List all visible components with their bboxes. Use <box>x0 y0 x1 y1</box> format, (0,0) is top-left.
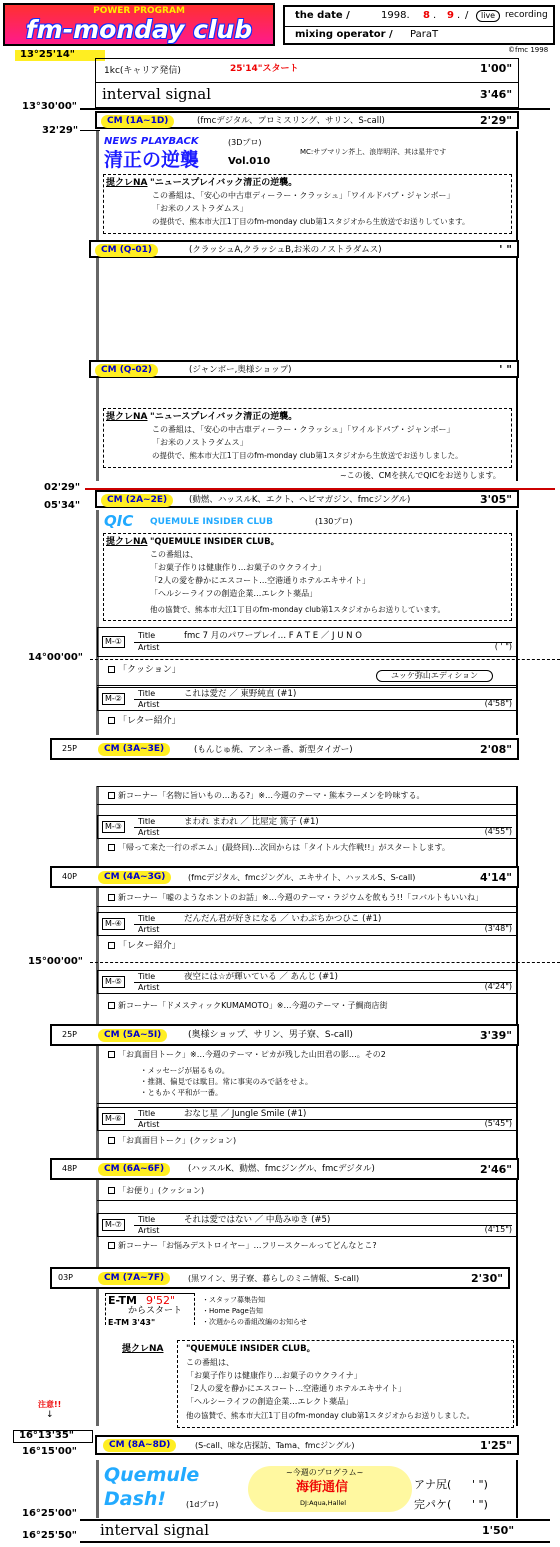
music-title: だんだん君が好きになる ／ いわぶちかつひこ (#1) <box>184 914 382 924</box>
sponsor-line: 「お米のノストラダムス」 <box>152 204 248 213</box>
cm-p: 48P <box>62 1164 78 1173</box>
dash-logo: Quemule <box>104 1464 200 1486</box>
artist-label: Artist <box>138 828 160 837</box>
time-marker: 16°25'50" <box>22 1530 78 1541</box>
yukka-badge: ユッケ弥山エディション <box>376 670 493 682</box>
attention-note: 注意!! <box>38 1400 62 1409</box>
title-label: Title <box>138 631 156 640</box>
music-duration: (4'55") <box>484 827 512 836</box>
interval-signal: interval signal <box>102 85 212 103</box>
etm-note: ・スタッフ募集告知 <box>202 1296 265 1304</box>
etm-length: E-TM 3'43" <box>108 1318 156 1327</box>
cm-block-4 <box>50 866 519 888</box>
sponsor-line: 「お菓子作りは健康作り…お菓子のウクライナ」 <box>150 563 326 572</box>
music-row <box>97 1107 517 1131</box>
majime-bullet: ・ともかく平和が一番。 <box>140 1088 223 1097</box>
date-month: 8 <box>423 10 430 21</box>
header-info-box <box>283 5 555 45</box>
music-mark: M-④ <box>102 918 125 930</box>
etm-note: ・次週からの番組改編のお知らせ <box>202 1318 307 1326</box>
kc-label: 1kc(キャリア発信) <box>104 66 181 76</box>
sponsor-line: 「お菓子作りは健康作り…お菓子のウクライナ」 <box>186 1371 362 1380</box>
etm-note: ・Home Page告知 <box>202 1307 263 1315</box>
music-duration: (3'48") <box>484 924 512 933</box>
cm-label: CM (7A~7F) <box>98 1272 170 1285</box>
majime-bullet: ・メッセージが届るもの。 <box>140 1066 230 1075</box>
cm-duration: 1'25" <box>479 1439 512 1452</box>
cm-duration: 2'46" <box>479 1163 512 1176</box>
dash-dj: DJ:Aqua,Hallel <box>300 1499 347 1507</box>
sponsor-line: の提供で、熊本市大江1丁目のfm-monday club第1スタジオから生放送でお送りしています。 <box>152 217 470 226</box>
cm-block-7 <box>50 1267 510 1289</box>
date-year: 1998. <box>381 10 410 21</box>
cm-duration: 2'30" <box>470 1272 503 1285</box>
cm-duration: 2'08" <box>479 743 512 756</box>
cm-block-6 <box>50 1158 519 1180</box>
cm-block-3 <box>50 738 519 760</box>
uso-item: 新コーナー「嘘のようなホントのお話」※…今週のテーマ・ラジウムを飲もう!!「コバルトもいいね」 <box>108 893 483 903</box>
ana-value: ' ") <box>472 1478 488 1491</box>
cm-label: CM (Q-02) <box>95 364 158 377</box>
sponsor-line: 他の協賛で、熊本市大江1丁目のfm-monday club第1スタジオからお送りしました。 <box>186 1411 475 1420</box>
cm-contents: (クラッシュA,クラッシュB,お米のノストラダムス) <box>189 245 382 255</box>
time-marker: 15°00'00" <box>28 956 84 967</box>
cm-label: CM (1A~1D) <box>101 115 174 128</box>
sponsor-line: この番組は、 <box>186 1358 234 1367</box>
cm-block-q02 <box>89 360 519 378</box>
music-mark: M-③ <box>102 821 125 833</box>
sponsor-tag: 提クレNA <box>106 537 148 547</box>
kan-value: ' ") <box>472 1498 488 1511</box>
cm-label: CM (6A~6F) <box>98 1163 170 1176</box>
operator-name: ParaT <box>410 29 439 40</box>
cm-block-8 <box>95 1435 519 1455</box>
cm-label: CM (4A~3G) <box>98 871 171 884</box>
music-title: 夜空には☆が輝いている ／ あんじ (#1) <box>184 972 338 982</box>
sponsor-line: 他の協賛で、熊本市大江1丁目のfm-monday club第1スタジオからお送りしています。 <box>150 605 445 614</box>
interval-duration: 3'46" <box>480 88 513 101</box>
okuri-item: 「お便り」(クッション) <box>108 1186 204 1196</box>
cushion-item: 「クッション」 <box>108 665 181 676</box>
cm-contents: (ハッスルK、動燃、fmcジングル、fmcデジタル) <box>188 1164 375 1174</box>
cm-duration: 2'29" <box>479 114 512 127</box>
music-mark: M-⑤ <box>102 976 125 988</box>
mixing-operator-label: mixing operator / <box>295 29 393 40</box>
news-mc: MC:サブマリン芥上、浪岸明洋、其は星井です <box>300 148 447 156</box>
music-duration: (4'15") <box>484 1225 512 1234</box>
artist-label: Artist <box>138 700 160 709</box>
cm-contents: (ジャンボー,奥様ショップ) <box>189 365 292 375</box>
date-slash: / <box>465 10 469 21</box>
music-row <box>97 627 517 657</box>
date-sep: . <box>433 10 437 21</box>
music-duration: (4'58") <box>484 699 512 708</box>
news-vol: Vol.010 <box>228 156 271 167</box>
music-row <box>97 912 517 936</box>
cm-p: 03P <box>58 1273 74 1282</box>
artist-label: Artist <box>138 1226 160 1235</box>
cm-contents: (動燃、ハッスルK、エクト、ヘビマガジン、fmcジングル) <box>189 495 411 505</box>
sponsor-line: の提供で、熊本市大江1丁目のfm-monday club第1スタジオから生放送でお送りしました。 <box>152 451 463 460</box>
music-title: おなじ星 ／ Jungle Smile (#1) <box>184 1109 307 1119</box>
artist-label: Artist <box>138 983 160 992</box>
music-row <box>97 815 517 839</box>
date-day: 9 <box>447 10 454 21</box>
music-mark: M-⑦ <box>102 1219 125 1231</box>
cm-block-2 <box>95 490 519 508</box>
recording-label: recording <box>505 10 548 20</box>
destroyer-item: 新コーナー「お悩みデストロイヤー」…フリースクールってどんなとこ? <box>108 1241 377 1251</box>
time-marker: 16°13'35" <box>19 1430 75 1441</box>
title-label: Title <box>138 1215 156 1224</box>
qic-count: (130プロ) <box>315 517 353 526</box>
title-label: Title <box>138 972 156 981</box>
music-row <box>97 970 517 994</box>
cm-label: CM (Q-01) <box>95 244 158 257</box>
news-count: (3Dプロ) <box>228 138 262 147</box>
cm-block-q01 <box>89 240 519 258</box>
domestic-item: 新コーナー「ドメスティックKUMAMOTO」※…今週のテーマ・子鯛商店街 <box>108 1001 387 1011</box>
music-title: それは愛ではない ／ 中島みゆき (#5) <box>184 1215 331 1225</box>
sponsor-line: この番組は、「安心の中古車ディーラー・クラッシュ」「ワイルドパブ・ジャンボー」 <box>152 191 455 200</box>
sponsor-tag: 提クレNA <box>106 178 148 188</box>
music-duration: (5'45") <box>484 1119 512 1128</box>
qic-name: QUEMULE INSIDER CLUB <box>150 517 273 527</box>
etm-start: からスタート <box>128 1306 183 1316</box>
cm-contents: (黒ワイン、男子寮、暮らしのミニ情報、S-call) <box>188 1274 360 1283</box>
sponsor-line: "QUEMULE INSIDER CLUB。 <box>150 537 280 547</box>
time-marker: 13°30'00" <box>22 101 78 112</box>
music-row <box>97 687 517 711</box>
sponsor-line: 「お米のノストラダムス」 <box>152 438 248 447</box>
qic-logo: QIC <box>104 512 134 530</box>
cm-contents: (もんじゅ焼、アンネー番、新型タイガー) <box>194 745 353 755</box>
music-mark: M-⑥ <box>102 1113 125 1125</box>
title-label: Title <box>138 1109 156 1118</box>
cm-block-1 <box>95 111 519 129</box>
music-title: これは愛だ ／ 東野純直 (#1) <box>184 689 297 699</box>
program-logo <box>3 3 275 46</box>
time-marker: 13°25'14" <box>20 49 76 60</box>
cm-label: CM (2A~2E) <box>101 494 173 507</box>
power-program-label: POWER PROGRAM <box>93 6 185 16</box>
corner-item: 新コーナー「名物に旨いもの…ある?」※…今週のテーマ・熊本ラーメンを吟味する。 <box>108 791 425 801</box>
music-duration: (4'24") <box>484 982 512 991</box>
dash-logo: Dash! <box>104 1488 167 1510</box>
music-mark: M-② <box>102 693 125 705</box>
date-sep: . <box>457 10 461 21</box>
etm-time: 9'52" <box>146 1294 176 1307</box>
cm-label: CM (5A~5I) <box>98 1029 167 1042</box>
majime-bullet: ・推測、偏見では駄目。常に事実のみで話をせよ。 <box>140 1077 313 1086</box>
time-marker: 02'29" <box>44 482 81 493</box>
cm-duration: ' " <box>499 363 512 376</box>
cm-contents: (fmcデジタル、プロミスリング、サリン、S-call) <box>197 116 385 126</box>
cm-label: CM (8A~8D) <box>103 1439 176 1452</box>
music-mark: M-① <box>102 636 125 648</box>
etm-label: E-TM <box>108 1294 137 1307</box>
cm-p: 40P <box>62 872 78 881</box>
interval-duration: 1'50" <box>482 1524 515 1537</box>
attention-arrow: ↓ <box>46 1410 54 1420</box>
dash-title: 海街通信 <box>296 1480 349 1495</box>
artist-label: Artist <box>138 643 160 652</box>
copyright: ©fmc 1998 <box>508 46 549 54</box>
cm-p: 25P <box>62 1030 78 1039</box>
cm-contents: (fmcデジタル、fmcジングル、エキサイト、ハッスルS、S-call) <box>188 873 416 882</box>
cm-contents: (奥様ショップ、サリン、男子寮、S-call) <box>188 1030 353 1040</box>
cm-duration: 3'39" <box>479 1029 512 1042</box>
sponsor-line: 「ヘルシーライフの創造企業…エレクト薬品」 <box>186 1397 354 1406</box>
music-row <box>97 1213 517 1237</box>
music-title: まわれ まわれ ／ 比屋定 篤子 (#1) <box>184 817 319 827</box>
kc-duration: 1'00" <box>480 62 513 75</box>
time-marker: 32'29" <box>42 125 79 136</box>
dash-next: ~今週のプログラム~ <box>286 1468 364 1477</box>
poem-item: 「帰って来た一行のポエム」(最終回)…次回からは「タイトル大作戦!!」がスタートします。 <box>108 843 450 853</box>
majime-item: 「お真面目トーク」※…今週のテーマ・ピカが残した山田君の影…。その2 <box>108 1050 386 1060</box>
cm-block-5 <box>50 1024 519 1046</box>
music-duration: ( ' ") <box>494 642 512 651</box>
interval-signal: interval signal <box>100 1521 210 1539</box>
artist-label: Artist <box>138 925 160 934</box>
cm-label: CM (3A~3E) <box>98 743 170 756</box>
letter-item: 「レター紹介」 <box>108 716 181 727</box>
sponsor-tag: 提クレNA <box>122 1344 164 1354</box>
sponsor-line: 「2人の愛を静かにエスコート…空港通りホテルエキサイト」 <box>186 1384 407 1393</box>
majime2-item: 「お真面目トーク」(クッション) <box>108 1136 236 1146</box>
sponsor-line: "ニュースプレイバック清正の逆襲。 <box>150 178 298 188</box>
title-label: Title <box>138 689 156 698</box>
time-marker: 05'34" <box>44 500 81 511</box>
start-note: 25'14"スタート <box>230 64 299 74</box>
logo-text: fm-monday club <box>25 15 253 44</box>
the-date-label: the date / <box>295 10 350 21</box>
title-label: Title <box>138 914 156 923</box>
dash-count: (1dプロ) <box>186 1500 219 1509</box>
sponsor-line: 「ヘルシーライフの創造企業…エレクト薬品」 <box>150 589 318 598</box>
sponsor-line: "QUEMULE INSIDER CLUB。 <box>186 1344 316 1354</box>
ana-label: アナ尻( <box>414 1478 452 1491</box>
live-badge: live <box>476 10 500 22</box>
news-playback-label: NEWS PLAYBACK <box>104 136 199 147</box>
music-title: fmc 7 月のパワープレイ… F A T E ／ J U N O <box>184 631 362 641</box>
letter-item: 「レター紹介」 <box>108 941 181 952</box>
sponsor-tag: 提クレNA <box>106 412 148 422</box>
time-marker: 14°00'00" <box>28 652 84 663</box>
sponsor-line: "ニュースプレイバック清正の逆襲。 <box>150 412 298 422</box>
sponsor-line: 「2人の愛を静かにエスコート…空港通りホテルエキサイト」 <box>150 576 371 585</box>
cm-duration: ' " <box>499 243 512 256</box>
time-marker: 16°25'00" <box>22 1508 78 1519</box>
sponsor-line: この番組は、 <box>150 550 198 559</box>
time-marker: 16°15'00" <box>22 1446 78 1457</box>
cm-contents: (S-call、味な店探訪、Tama、fmcジングル) <box>195 1441 355 1450</box>
after-note: ~この後、CMを挟んでQICをお送りします。 <box>340 471 501 480</box>
cm-duration: 3'05" <box>479 493 512 506</box>
title-label: Title <box>138 817 156 826</box>
sponsor-line: この番組は、「安心の中古車ディーラー・クラッシュ」「ワイルドパブ・ジャンボー」 <box>152 425 455 434</box>
artist-label: Artist <box>138 1120 160 1129</box>
cm-duration: 4'14" <box>479 871 512 884</box>
cm-p: 25P <box>62 744 78 753</box>
news-title: 清正の逆襲 <box>104 149 200 171</box>
kan-label: 完パケ( <box>414 1498 452 1511</box>
